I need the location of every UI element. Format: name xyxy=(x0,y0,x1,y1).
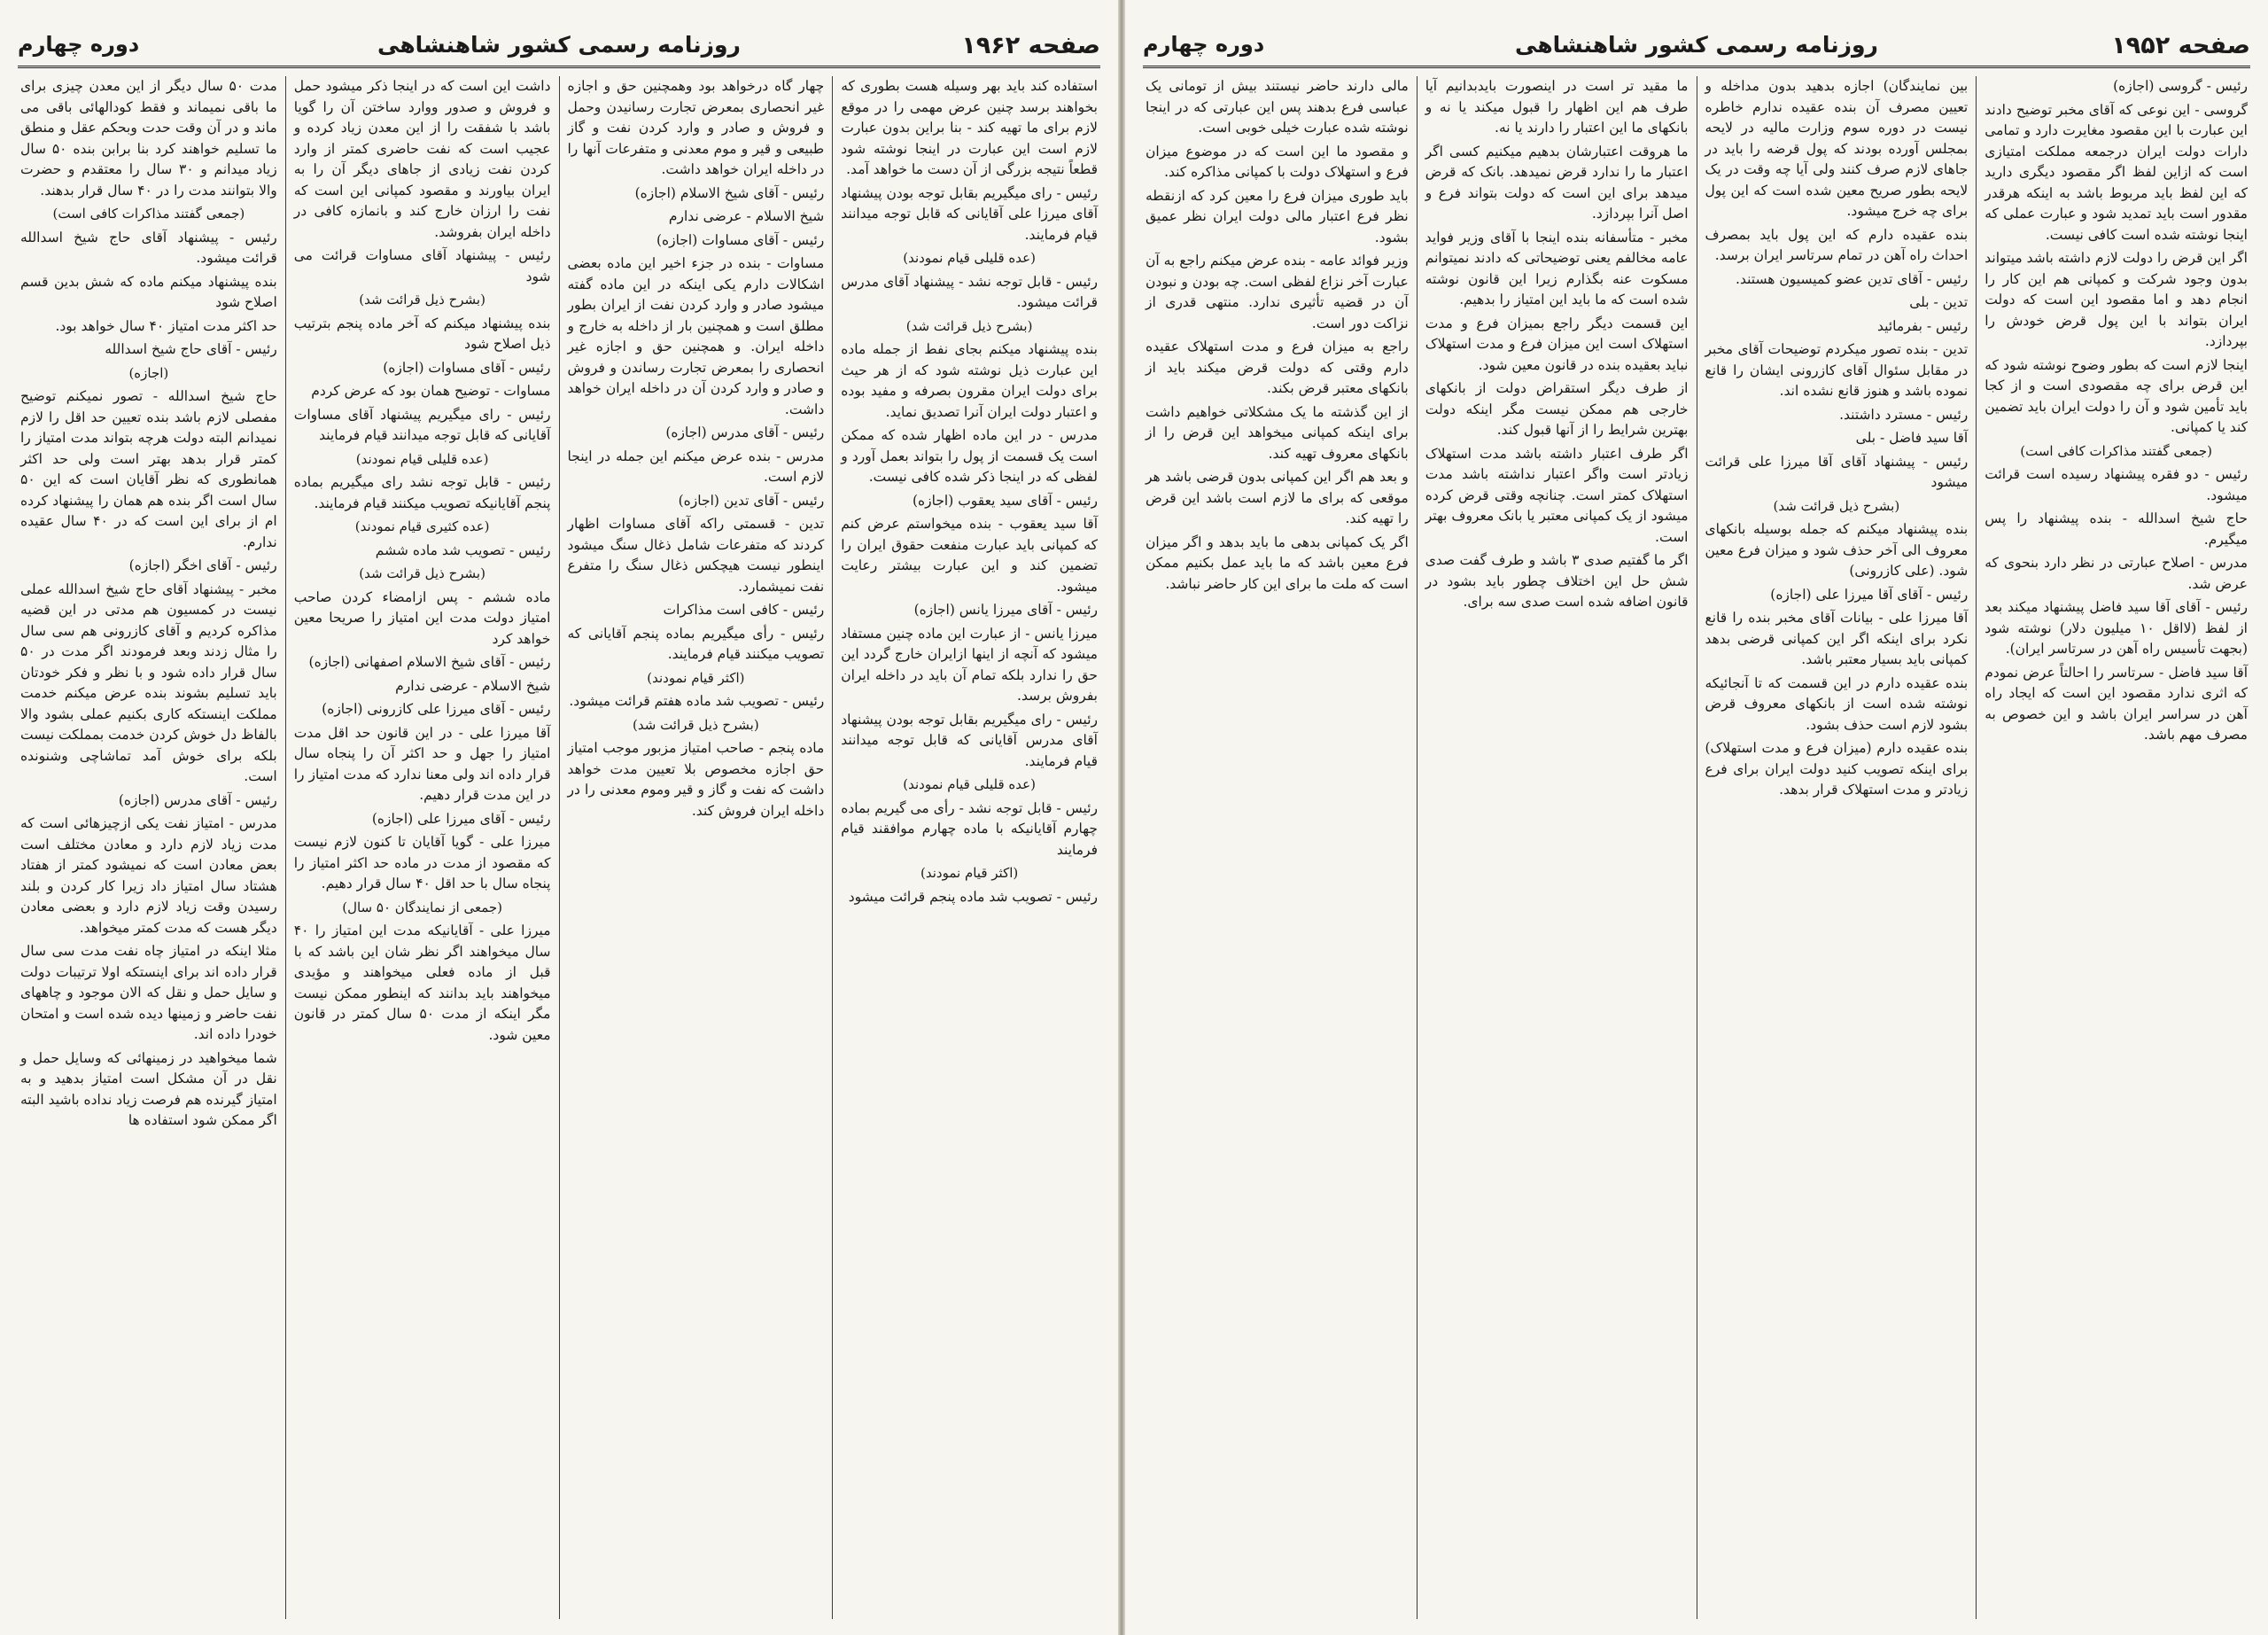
speech-paragraph: مدرس - در این ماده اظهار شده که ممکن است یک قسمت از پول را بتواند بعمل آورد و لفظی که در اینجا ذکر شده کافی نیست. xyxy=(841,427,1098,485)
text-column xyxy=(12,76,285,1619)
speech-paragraph: رئیس - پیشنهاد آقای حاج شیخ اسدالله قرائت میشود. xyxy=(20,229,277,266)
proceeding-note: (بشرح ذیل قرائت شد) xyxy=(359,565,485,581)
speech-paragraph: رئیس - آقای اخگر (اجازه) xyxy=(128,557,277,573)
text-paragraph: اگر این قرض را دولت لازم داشته باشد میتواند بدون وجود شرکت و کمپانی هم این کار را انجام دهد و اما مقصود این است که دولت ایران بتواند با این پول قرض خودش را بپردازد. xyxy=(1984,250,2248,349)
text-paragraph: و بعد هم اگر این کمپانی بدون قرضی باشد هر موقعی که برای ما لازم است باشد این قرض را تهیه کند. xyxy=(1146,469,1409,526)
text-paragraph: چهار گاه درخواهد بود وهمچنین حق و اجازه غیر انحصاری بمعرض تجارت رسانیدن وحمل و فروش و صادر و وارد کردن نفت و گاز طبیعی و قیر و موم معدنی و متفرعات آنها را در داخله ایران خواهد داشت. xyxy=(567,78,825,177)
text-paragraph: راجع به میزان فرع و مدت استهلاک عقیده دارم وقتی که دولت قرض میکند باید از بانکهای معتبر قرض بکند. xyxy=(1146,339,1409,396)
speech-paragraph: آقا میرزا علی - در این قانون حد اقل مدت امتیاز را جهل و حد اکثر آن را پنجاه سال قرار داده اند ولی معنا ندارد که مدت امتیاز را در این مدت قرار دهیم. xyxy=(293,724,551,803)
text-column xyxy=(1697,76,1977,1619)
proceeding-note: (عده کثیری قیام نمودند) xyxy=(354,518,490,534)
text-paragraph: حد اکثر مدت امتیاز ۴۰ سال خواهد بود. xyxy=(55,317,277,334)
speech-paragraph: آقا سید فاضل - بلی xyxy=(1855,430,1969,446)
proceeding-note: (جمعی از نمایندگان ۵۰ سال) xyxy=(342,899,503,915)
speech-paragraph: شیخ الاسلام - عرضی ندارم xyxy=(395,677,551,694)
speech-paragraph: رئیس - تصویب شد ماده پنجم قرائت میشود xyxy=(848,888,1098,905)
text-paragraph: داشت این است که در اینجا ذکر میشود حمل و فروش و صدور ووارد ساختن آن را گویا باشد با شفقت را از این معدن زیاد کرده و عجیب است که نفت حاضری کمتر از وارد کردن نفت زیادی از جاهای دیگر آن را به ایران بیاورند و مقصود کمپانی این است که نفت را ارزان خارج کند و بانمازه کافی در داخله ایران بفروشد. xyxy=(293,78,551,240)
speech-paragraph: رئیس - تصویب شد ماده ششم xyxy=(375,541,551,558)
text-paragraph: بنده پیشنهاد میکنم که جمله بوسیله بانکهای معروف الی آخر حذف شود و میزان فرع معین شود. (علی کازرونی) xyxy=(1705,521,1969,579)
speech-paragraph: میرزا علی - گویا آقایان تا کنون لازم نیست که مقصود از مدت در ماده حد اکثر امتیاز را پنجاه سال با حد اقل ۴۰ سال قرار دهیم. xyxy=(293,834,551,891)
speech-paragraph: رئیس - مسترد داشتند. xyxy=(1839,406,1969,423)
speech-paragraph: آقا میرزا علی - بیانات آقای مخبر بنده را قانع نکرد برای اینکه اگر این کمپانی قرضی بدهد کمپانی باید بسیار معتبر باشد. xyxy=(1705,610,1969,667)
proceeding-note: (جمعی گفتند مذاکرات کافی است) xyxy=(2020,442,2212,459)
text-paragraph: بنده پیشنهاد میکنم بجای نفط از جمله ماده این عبارت ذیل نوشته شود که از هر حیث برای دولت ایران مقرون بصرفه و مفید بوده و اعتبار دولت ایران آنرا تصدیق نماید. xyxy=(841,341,1098,420)
proceeding-note: (عده قلیلی قیام نمودند) xyxy=(903,776,1036,792)
text-paragraph: باید طوری میزان فرع را معین کرد که ازنقطه نظر فرع اعتبار مالی دولت ایران نظر عمیق بشود. xyxy=(1146,187,1409,245)
speech-paragraph: آقا سید یعقوب - بنده میخواستم عرض کنم که کمپانی باید عبارت منفعت حقوق ایران را تضمین کند و این عبارت بیشتر رعایت میشود. xyxy=(841,516,1098,595)
speech-paragraph: رئیس - آقای مدرس (اجازه) xyxy=(665,424,825,440)
speech-paragraph: رئیس - قابل توجه نشد - پیشنهاد آقای مدرس قرائت میشود. xyxy=(841,273,1098,310)
speech-paragraph: رئیس - رای میگیریم بقابل توجه بودن پیشنهاد آقای میرزا علی آقایانی که قابل توجه میدانند قیام فرمایند. xyxy=(841,184,1098,243)
text-paragraph: شما میخواهید در زمینهائی که وسایل حمل و نقل در آن مشکل است امتیاز بدهید و به امتیاز گیرنده هم فرصت زیاد نداده باشید البته اگر ممکن شود استفاده ها xyxy=(20,1049,277,1128)
speech-paragraph: رئیس - گروسی (اجازه) xyxy=(2113,78,2248,94)
page-number: صفحه ۱۹۶۲ xyxy=(961,32,1100,59)
speech-paragraph: رئیس - آقای مساوات (اجازه) xyxy=(383,359,551,376)
left-page xyxy=(0,0,1118,1635)
right-page-columns xyxy=(1138,76,2256,1619)
speech-paragraph: رئیس - آقای مدرس (اجازه) xyxy=(118,791,277,808)
page-number: صفحه ۱۹۵۲ xyxy=(2111,32,2250,59)
speech-paragraph: میرزا یانس - از عبارت این ماده چنین مستفاد میشود که آنچه از اینها ازایران خارج گردد این حق را ندارد بلکه تمام آن باید در داخله ایران بفروش برسد. xyxy=(841,625,1098,704)
speech-paragraph: مخبر - پیشنهاد آقای حاج شیخ اسدالله عملی نیست در کمسیون هم مدتی در این قضیه مذاکره کردیم و آقای کازرونی هم سی سال را مثال زدند وبعد فرمودند اگر مدت در ۵۰ سال قرار داده شود و با نظر و فکر خودتان باید تسلیم بشوند بنده عرض میکنم خدمت مملکت اینستکه کاری بکنیم عملی بشود والا بالفاظ دل خوش کردن خدمت بمملکت نیست بلکه برای خوش آمد تماشاچی وشنونده است. xyxy=(20,580,277,784)
speech-paragraph: رئیس - آقای آقا سید فاضل پیشنهاد میکند بعد از لفظ (لااقل ۱۰ میلیون دلار) نوشته شود (بجهت تأسیس راه آهن در سرتاسر ایران). xyxy=(1984,599,2248,657)
text-paragraph: بین نمایندگان) اجازه بدهید بدون مداخله و تعیین مصرف آن بنده عقیده ندارم خاطره نیست در دوره سوم وزارت مالیه در لایحه بمجلس آورده بودند که پول قرضه را باید در جاهای لازم صرف کنند ولی آیا چه وقت در یک لایحه بطور صریح معین شده است که این پول برای چه خرج میشود. xyxy=(1705,78,1969,219)
left-page-columns xyxy=(12,76,1106,1619)
text-paragraph: ما مقید تر است در اینصورت بایدبدانیم آیا طرف هم این اظهار را قبول میکند یا نه و بانکهای ما این اعتبار را دارند یا نه. xyxy=(1425,78,1689,136)
speech-paragraph: رئیس - آقای میرزا یانس (اجازه) xyxy=(913,602,1098,618)
proceeding-note: (بشرح ذیل قرائت شد) xyxy=(359,292,485,308)
text-paragraph: اگر ما گفتیم صدی ۳ باشد و طرف گفت صدی شش حل این اختلاف چطور باید بشود در قانون اضافه شده است صدی سه برای. xyxy=(1425,552,1689,610)
speech-paragraph: رئیس - آقای شیخ الاسلام اصفهانی (اجازه) xyxy=(308,654,551,670)
speech-paragraph: رئیس - آقای آقا میرزا علی (اجازه) xyxy=(1770,586,1969,603)
text-paragraph: ماده ششم - پس ازامضاء کردن صاحب امتیاز دولت مدت این امتیاز را صریحا معین خواهد کرد xyxy=(293,588,551,647)
speech-paragraph: رئیس - قابل توجه نشد رای میگیریم بماده پنجم آقایانیکه تصویب میکنند قیام فرمایند. xyxy=(293,474,551,511)
newspaper-title: روزنامه رسمی کشور شاهنشاهی xyxy=(377,32,741,58)
text-column xyxy=(1417,76,1697,1619)
speech-paragraph: آقا سید فاضل - سرتاسر را احالتاً عرض نمودم که اثری ندارد مقصود این است که ایجاد راه آهن در سراسر ایران باشد و این خصوص به مصرف مهم باشد. xyxy=(1984,664,2248,743)
speech-paragraph: میرزا علی - آقایانیکه مدت این امتیاز را ۴۰ سال میخواهند اگر نظر شان این باشد که با قبل از ماده فعلی میخواهند و مؤیدی میخواهند باید بدانند که اینطور ممکن نیست مگر اینکه از مدت ۵۰ سال کمتر در قانون معین شود. xyxy=(293,923,551,1043)
text-paragraph: اینجا لازم است که بطور وضوح نوشته شود که این قرض برای چه مقصودی است و از کجا باید تأمین شود و آن را دولت ایران باید تضمین کند یا کمپانی. xyxy=(1984,356,2248,435)
newspaper-title: روزنامه رسمی کشور شاهنشاهی xyxy=(1515,32,1878,58)
text-paragraph: این قسمت دیگر راجع بمیزان فرع و مدت استهلاک است این میزان فرع و مدت استهلاک نباید بعقیده بنده در قانون معین شود. xyxy=(1425,315,1689,373)
speech-paragraph: وزیر فوائد عامه - بنده عرض میکنم راجع به آن عبارت آخر نزاع لفظی است. چه بودن و نبودن آن در قضیه تأثیری ندارد. منتهی قدری از نزاکت دور است. xyxy=(1146,253,1409,331)
speech-paragraph: رئیس - رای میگیریم پیشنهاد آقای مساوات آقایانی که قابل توجه میدانند قیام فرمایند xyxy=(293,406,551,443)
text-paragraph: بنده پیشنهاد میکنم ماده که شش بدین قسم اصلاح شود xyxy=(20,273,277,310)
text-paragraph: و مقصود ما این است که در موضوع میزان فرع و استهلاک دولت با کمپانی مذاکره کند. xyxy=(1146,143,1409,180)
speech-paragraph: رئیس - آقای میرزا علی (اجازه) xyxy=(371,810,551,827)
text-paragraph: اگر یک کمپانی بدهی ما باید بدهد و اگر میزان فرع معین باشد که ما باید عمل بکنیم ممکن است که ملت ما برای این کار حاضر نباشد. xyxy=(1146,533,1409,592)
proceeding-note: (بشرح ذیل قرائت شد) xyxy=(1773,497,1900,514)
speech-paragraph: رئیس - آقای حاج شیخ اسدالله xyxy=(105,341,277,357)
speech-paragraph: رئیس - تصویب شد ماده هفتم قرائت میشود. xyxy=(569,693,825,709)
proceeding-note: (بشرح ذیل قرائت شد) xyxy=(633,716,759,733)
text-paragraph: بنده عقیده دارم (میزان فرع و مدت استهلاک) برای اینکه تصویب کنید دولت ایران برای فرع زیادتر و مدت استهلاک قرار بدهد. xyxy=(1705,740,1969,798)
speech-paragraph: رئیس - بفرمائید xyxy=(1877,317,1969,334)
speech-paragraph: شیخ الاسلام - عرضی ندارم xyxy=(668,208,825,224)
proceeding-note: (عده قلیلی قیام نمودند) xyxy=(355,450,489,467)
speech-paragraph: گروسی - این نوعی که آقای مخبر توضیح دادند این عبارت با این مقصود مغایرت دارد و تمامی دارات دولت ایران درجمعه مملکت امتیازی است که ازاین لفظ اگر مقصود دیگری دارید که این لفظ باید مربوط باشد به اینکه هرقدر مقدور است باید تمدید شود و عبارت عملی که اینجا نوشته شده است کافی نیست. xyxy=(1984,101,2248,243)
speech-paragraph: رئیس - پیشنهاد آقای آقا میرزا علی قرائت میشود xyxy=(1705,453,1969,490)
proceeding-note: (جمعی گفتند مذاکرات کافی است) xyxy=(52,206,245,222)
text-column xyxy=(559,76,833,1619)
text-paragraph: اگر طرف اعتبار داشته باشد مدت استهلاک زیادتر است واگر اعتبار نداشته باشد مدت استهلاک کمتر است. چنانچه وقتی قرض کرده میشود از یک کمپانی معتبر یا بانک معروف بهتر است. xyxy=(1425,445,1689,545)
text-paragraph: مالی دارند حاضر نیستند بیش از تومانی یک عباسی فرع بدهند پس این عبارتی که در اینجا نوشته شده عبارت خیلی خوبی است. xyxy=(1146,78,1409,136)
speech-paragraph: رئیس - رأی میگیریم بماده پنجم آقایانی که تصویب میکنند قیام فرمایند. xyxy=(567,625,825,662)
left-page-masthead xyxy=(18,27,1100,68)
text-column xyxy=(1138,76,1417,1619)
right-page xyxy=(1125,0,2268,1635)
text-paragraph: مثلا اینکه در امتیاز چاه نفت مدت سی سال قرار داده اند برای اینستکه اولا ترتیبات دولت و سایل حمل و نقل که الان موجود و چاههای نفت حاضر و زمینها دیده شده است و امتحان خودرا داده اند. xyxy=(20,943,277,1042)
speech-paragraph: رئیس - کافی است مذاکرات xyxy=(663,602,825,618)
proceeding-note: (اکثر قیام نمودند) xyxy=(647,669,745,686)
speech-paragraph: مساوات - توضیح همان بود که عرض کردم xyxy=(311,383,551,399)
proceeding-note: (عده قلیلی قیام نمودند) xyxy=(903,250,1036,266)
text-column xyxy=(1976,76,2256,1619)
speech-paragraph: رئیس - آقای تدین (اجازه) xyxy=(678,492,825,509)
speech-paragraph: تدین - قسمتی راکه آقای مساوات اظهار کردند که متفرعات شامل ذغال سنگ میشود اینطور نیست هیچکس ذغال سنگ را متفرع نفت نمیشمارد. xyxy=(567,516,825,595)
speech-paragraph: تدین - بلی xyxy=(1909,294,1969,310)
text-paragraph: از این گذشته ما یک مشکلاتی خواهیم داشت برای اینکه کمپانی میخواهد این قرض را از بانکهای معروف تهیه کند. xyxy=(1146,403,1409,462)
speech-paragraph: مدرس - امتیاز نفت یکی ازچیزهائی است که مدت زیاد لازم دارد و معادن مختلف است بعض معادن است که نمیشود کمتر از هفتاد هشتاد سال امتیاز داد زیرا کار کردن و بلند رسیدن وقت زیاد لازم دارد و بعضی معادن دیگر هست که مدت کمتر میخواهد. xyxy=(20,815,277,936)
speech-paragraph: مدرس - بنده عرض میکنم این جمله در اینجا لازم است. xyxy=(567,448,825,485)
text-column xyxy=(832,76,1106,1619)
proceeding-note: (اکثر قیام نمودند) xyxy=(920,865,1019,881)
text-paragraph: بنده پیشنهاد میکنم که آخر ماده پنجم بترتیب ذیل اصلاح شود xyxy=(293,315,551,352)
speech-paragraph: رئیس - آقای شیخ الاسلام (اجازه) xyxy=(634,184,825,201)
proceeding-note: (بشرح ذیل قرائت شد) xyxy=(905,317,1033,334)
speech-paragraph: مخبر - متأسفانه بنده اینجا با آقای وزیر فواید عامه مخالفم یعنی توضیحاتی که دادند نمیتوانم مسکوت عنه بگذارم زیرا این قانون نوشته شده است که ما باید این امتیاز را بدهیم. xyxy=(1425,229,1689,308)
speech-paragraph: حاج شیخ اسدالله - تصور نمیکنم توضیح مفصلی لازم باشد بنده تعیین حد اقل را لازم نمیدانم البته دولت هرچه بتواند مدت امتیاز را کمتر قرار بدهد بهتر است ولی حد اکثر همانطوری که نظر آقایان است که این ۵۰ سال است اگر بنده هم همان را پیشنهاد کرده ام از برای این است که در ۴۰ سال عقیده ندارم. xyxy=(20,388,277,550)
text-paragraph: استفاده کند باید بهر وسیله هست بطوری که بخواهند برسد چنین عرض مهمی را در موقع لازم برای ما تهیه کند - بنا براین بدون عبارت لازم است این عبارت در اینجا نوشته شود قطعاً نتیجه بزرگی از آن دست ما خواهد آمد. xyxy=(841,78,1098,177)
text-paragraph: ما هروقت اعتبارشان بدهیم میکنیم کسی اگر اعتبار ما را ندارد قرض نمیدهد. بانک که قرض میدهد برای این است که دولت بتواند فرع و اصل آنرا بپردازد. xyxy=(1425,143,1689,222)
speech-paragraph: رئیس - آقای مساوات (اجازه) xyxy=(656,231,825,248)
term-label: دوره چهارم xyxy=(18,32,140,57)
speech-paragraph: مدرس - اصلاح عبارتی در نظر دارد بنحوی که عرض شد. xyxy=(1984,555,2248,592)
speech-paragraph: رئیس - رای میگیریم بقابل توجه بودن پیشنهاد آقای مدرس آقایانی که قابل توجه میدانند قیام فرمایند. xyxy=(841,711,1098,769)
proceeding-note: (اجازه) xyxy=(128,364,169,381)
text-column xyxy=(285,76,559,1619)
speech-paragraph: رئیس - آقای تدین عضو کمیسیون هستند. xyxy=(1736,270,1969,287)
text-paragraph: ماده پنجم - صاحب امتیاز مزبور موجب امتیاز حق اجازه مخصوص بلا تعیین مدت خواهد داشت که نفت و گاز و قیر وموم معدنی را در داخله ایران فروش کند. xyxy=(567,740,825,819)
text-paragraph: مدت ۵۰ سال دیگر از این معدن چیزی برای ما باقی نمیماند و فقط کودالهائی باقی می ماند و در آن وقت حدت وبحکم عقل و منطق ما تسلیم خواهند کرد بنا برابن بنده ۵۰ سال زیاد میدانم و ۳۰ سال را معتقدم و حضرت والا بتوانند مدت را در ۴۰ سال قرار بدهند. xyxy=(20,78,277,199)
text-paragraph: بنده عقیده دارم که این پول باید بمصرف احداث راه آهن در تمام سرتاسر ایران برسد. xyxy=(1705,226,1969,263)
term-label: دوره چهارم xyxy=(1143,32,1265,57)
speech-paragraph: رئیس - دو فقره پیشنهاد رسیده است قرائت میشود. xyxy=(1984,466,2248,503)
speech-paragraph: رئیس - پیشنهاد آقای مساوات قرائت می شود xyxy=(293,247,551,284)
text-paragraph: بنده عقیده دارم در این قسمت که تا آنجائیکه نوشته شده است از بانکهای معروف قرض بشود لازم است حذف بشود. xyxy=(1705,674,1969,733)
text-paragraph: از طرف دیگر استقراض دولت از بانکهای خارجی هم ممکن نیست مگر اینکه دولت بهترین شرایط را از آنها قبول کند. xyxy=(1425,380,1689,438)
speech-paragraph: تدین - بنده تصور میکردم توضیحات آقای مخبر در مقابل سئوال آقای کازرونی ایشان را قانع نموده باشد و هنوز قانع نشده اند. xyxy=(1705,341,1969,399)
page-gutter xyxy=(1118,0,1125,1635)
speech-paragraph: رئیس - آقای میرزا علی کازرونی (اجازه) xyxy=(322,701,551,717)
speech-paragraph: رئیس - آقای سید یعقوب (اجازه) xyxy=(912,492,1098,509)
speech-paragraph: مساوات - بنده در جزء اخیر این ماده بعضی اشکالات دارم یکی اینکه در این ماده گفته میشود صادر و وارد کردن نفت از ایران بطور مطلق است و همچنین بار از داخله به خارج و داخله ایران. و همچنین حق و اجازه غیر انحصاری را بمعرض تجارت رساندن و فروش و صادر و وارد کردن آن در داخله ایران خواهد داشت. xyxy=(567,255,825,417)
speech-paragraph: حاج شیخ اسدالله - بنده پیشنهاد را پس میگیرم. xyxy=(1984,510,2248,548)
speech-paragraph: رئیس - قابل توجه نشد - رأی می گیریم بماده چهارم آقایانیکه با ماده چهارم موافقند قیام فرمایند xyxy=(841,799,1098,858)
right-page-masthead xyxy=(1143,27,2250,68)
